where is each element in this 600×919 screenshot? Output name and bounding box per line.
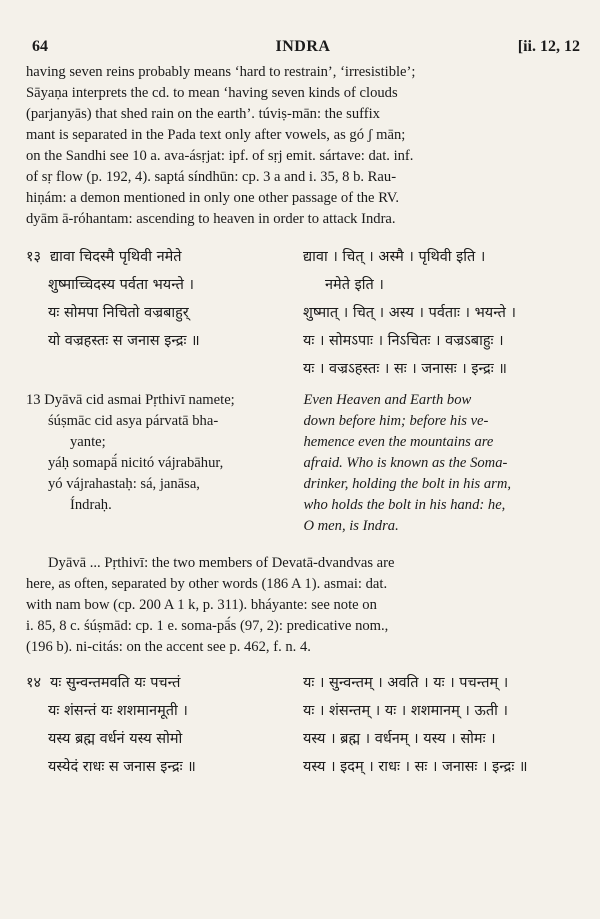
page-number: 64: [32, 38, 48, 55]
translation-line: O men, is Indra.: [303, 518, 399, 534]
commentary-note-13: [26, 553, 580, 658]
note-line: with nam bow (cp. 200 A 1 k, p. 311). bháyante: see note on: [26, 597, 377, 613]
samhita-line: यः सुन्वन्तमवति यः पचन्तं: [50, 675, 181, 691]
note-line: (196 b). ni-citás: on the accent see p. 462, f. n. 4.: [26, 639, 311, 655]
verse-number: १४: [26, 675, 42, 691]
pada-line: यः । सोमऽपाः । निऽचितः । वज्रऽबाहुः ।: [303, 333, 504, 349]
roman-line: Dyāvā cid asmai Pṛthivī namete;: [44, 392, 235, 408]
roman-line: Índraḥ.: [70, 497, 112, 513]
samhita-line: द्यावा चिदस्मै पृथिवी नमेते: [50, 249, 182, 265]
verse-number: १३: [26, 249, 42, 265]
running-header: [26, 28, 580, 54]
samhita-line: यस्य ब्रह्म वर्धनं यस्य सोमो: [48, 731, 183, 747]
note-line: here, as often, separated by other words (186 A 1). asmai: dat.: [26, 576, 388, 592]
samhita-line: यः शंसन्तं यः शशमानमूती ।: [48, 703, 188, 719]
note-line: hiṇám: a demon mentioned in only one other passage of the RV.: [26, 190, 400, 206]
note-line: dyām ā-róhantam: ascending to heaven in order to attack Indra.: [26, 211, 396, 227]
translation-line: hemence even the mountains are: [303, 434, 494, 450]
commentary-note-12: [26, 62, 580, 230]
samhita-line: यः सोमपा निचितो वज्रबाहुर्: [48, 305, 189, 321]
translation-line: down before him; before his ve-: [303, 413, 489, 429]
pada-line: यस्य । ब्रह्म । वर्धनम् । यस्य । सोमः ।: [303, 731, 496, 747]
pada-line: द्यावा । चित् । अस्मै । पृथिवी इति ।: [303, 249, 486, 265]
roman-line: śúṣmāc cid asya párvatā bha-: [48, 413, 219, 429]
note-line: i. 85, 8 c. śúṣmād: cp. 1 e. soma-pā́s (97, 2): predicative nom.,: [26, 618, 389, 634]
pada-line: यः । वज्रऽहस्तः । सः । जनासः । इन्द्रः ॥: [303, 361, 507, 377]
pada-line: शुष्मात् । चित् । अस्य । पर्वताः । भयन्ते ।: [303, 305, 517, 321]
roman-line: yó vájrahastaḥ: sá, janāsa,: [48, 476, 200, 492]
pada-text: [303, 670, 580, 782]
pada-text: [303, 244, 580, 384]
pada-line: नमेते इति ।: [325, 277, 384, 293]
translation-line: drinker, holding the bolt in his arm,: [303, 476, 512, 492]
pada-line: यः । शंसन्तम् । यः । शशमानम् । ऊती ।: [303, 703, 508, 719]
note-line: Sāyaṇa interprets the cd. to mean ‘having seven kinds of clouds: [26, 85, 398, 101]
pada-line: यस्य । इदम् । राधः । सः । जनासः । इन्द्रः ॥: [303, 759, 528, 775]
translation-line: who holds the bolt in his hand: he,: [303, 497, 506, 513]
note-line: of sṛ flow (p. 192, 4). saptá síndhūn: cp. 3 a and i. 35, 8 b. Rau-: [26, 169, 397, 185]
samhita-line: यस्येदं राधः स जनास इन्द्रः ॥: [48, 759, 196, 775]
translation-line: Even Heaven and Earth bow: [303, 392, 472, 408]
verse-number: 13: [26, 392, 41, 408]
verse-13-transliteration: [26, 390, 580, 537]
samhita-text: [26, 244, 303, 384]
verse-14-devanagari: [26, 670, 580, 782]
note-line: (parjanyās) that shed rain on the earth’. túviṣ-mān: the suffix: [26, 106, 380, 122]
note-line: Dyāvā ... Pṛthivī: the two members of Devatā-dvandvas are: [48, 555, 395, 571]
translation: [297, 390, 580, 537]
pada-line: यः । सुन्वन्तम् । अवति । यः । पचन्तम् ।: [303, 675, 509, 691]
samhita-text: [26, 670, 303, 782]
note-line: mant is separated in the Pada text only after vowels, as gó ʃ mān;: [26, 127, 406, 143]
note-line: having seven reins probably means ‘hard to restrain’, ‘irresistible’;: [26, 64, 416, 80]
note-line: on the Sandhi see 10 a. ava-ásṛjat: ipf. of sṛj emit. sártave: dat. inf.: [26, 148, 414, 164]
translation-line: afraid. Who is known as the Soma-: [303, 455, 508, 471]
romanized-verse: [26, 390, 297, 537]
verse-13-devanagari: [26, 244, 580, 384]
samhita-line: शुष्माच्चिदस्य पर्वता भयन्ते ।: [48, 277, 195, 293]
page-title: INDRA: [275, 38, 331, 55]
roman-line: yante;: [70, 434, 106, 450]
samhita-line: यो वज्रहस्तः स जनास इन्द्रः ॥: [48, 333, 200, 349]
verse-reference: [ii. 12, 12: [517, 38, 580, 55]
roman-line: yáḥ somapā́ nicitó vájrabāhur,: [48, 455, 224, 471]
